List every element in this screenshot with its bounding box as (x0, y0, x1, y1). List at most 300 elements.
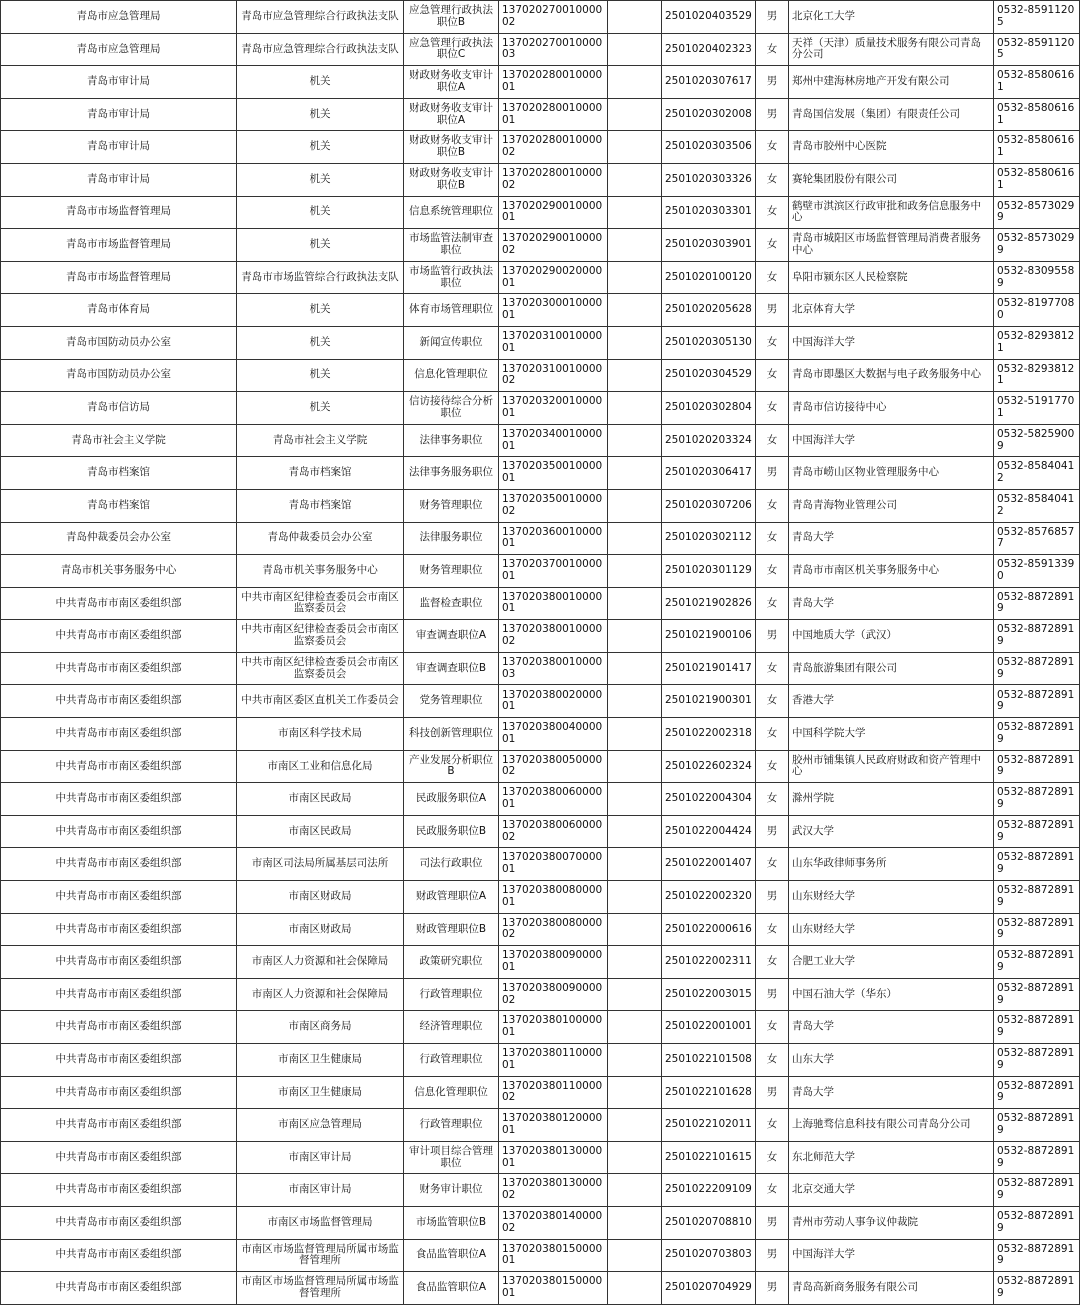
exam-number-cell: 2501020703803 (662, 1239, 756, 1272)
department-cell: 中共青岛市市南区委组织部 (1, 1109, 237, 1142)
workplace-cell: 天祥（天津）质量技术服务有限公司青岛分公司 (789, 33, 994, 66)
department-cell: 青岛市审计局 (1, 66, 237, 99)
gender-cell: 女 (756, 1174, 789, 1207)
position-code-cell: 13702038007000001 (499, 848, 608, 881)
blank-cell (608, 98, 662, 131)
position-cell: 行政管理职位 (404, 1044, 499, 1077)
unit-cell: 机关 (237, 131, 404, 164)
exam-number-cell: 2501020403529 (662, 1, 756, 34)
blank-cell (608, 815, 662, 848)
position-code-cell: 13702038011000002 (499, 1076, 608, 1109)
unit-cell: 市南区市场监督管理局所属市场监督管理所 (237, 1272, 404, 1305)
position-code-cell: 13702038013000002 (499, 1174, 608, 1207)
position-code-cell: 13702032001000001 (499, 392, 608, 425)
position-code-cell: 13702038008000001 (499, 881, 608, 914)
department-cell: 中共青岛市市南区委组织部 (1, 815, 237, 848)
position-cell: 市场监管行政执法职位 (404, 261, 499, 294)
phone-cell: 0532-88728919 (994, 1239, 1080, 1272)
position-cell: 食品监管职位A (404, 1272, 499, 1305)
position-code-cell: 13702029001000002 (499, 229, 608, 262)
exam-number-cell: 2501021901417 (662, 652, 756, 685)
exam-number-cell: 2501022004424 (662, 815, 756, 848)
position-cell: 党务管理职位 (404, 685, 499, 718)
position-code-cell: 13702038002000001 (499, 685, 608, 718)
gender-cell: 女 (756, 848, 789, 881)
position-cell: 民政服务职位B (404, 815, 499, 848)
gender-cell: 男 (756, 881, 789, 914)
workplace-cell: 郑州中建海林房地产开发有限公司 (789, 66, 994, 99)
unit-cell: 市南区应急管理局 (237, 1109, 404, 1142)
unit-cell: 市南区民政局 (237, 783, 404, 816)
department-cell: 中共青岛市市南区委组织部 (1, 1239, 237, 1272)
unit-cell: 机关 (237, 66, 404, 99)
position-cell: 新闻宣传职位 (404, 326, 499, 359)
blank-cell (608, 1141, 662, 1174)
blank-cell (608, 685, 662, 718)
blank-cell (608, 946, 662, 979)
phone-cell: 0532-88728919 (994, 946, 1080, 979)
table-row (1, 1011, 1080, 1044)
workplace-cell: 中国科学院大学 (789, 718, 994, 751)
gender-cell: 男 (756, 1206, 789, 1239)
table-row (1, 66, 1080, 99)
exam-number-cell: 2501022602324 (662, 750, 756, 783)
phone-cell: 0532-88728919 (994, 652, 1080, 685)
phone-cell: 0532-82938121 (994, 326, 1080, 359)
workplace-cell: 青岛青海物业管理公司 (789, 489, 994, 522)
exam-number-cell: 2501020303301 (662, 196, 756, 229)
position-cell: 财政管理职位A (404, 881, 499, 914)
unit-cell: 青岛市社会主义学院 (237, 424, 404, 457)
blank-cell (608, 718, 662, 751)
gender-cell: 男 (756, 98, 789, 131)
workplace-cell: 山东财经大学 (789, 913, 994, 946)
blank-cell (608, 881, 662, 914)
phone-cell: 0532-88728919 (994, 848, 1080, 881)
blank-cell (608, 587, 662, 620)
unit-cell: 市南区卫生健康局 (237, 1044, 404, 1077)
blank-cell (608, 1239, 662, 1272)
phone-cell: 0532-88728919 (994, 750, 1080, 783)
gender-cell: 女 (756, 1141, 789, 1174)
workplace-cell: 青岛国信发展（集团）有限责任公司 (789, 98, 994, 131)
department-cell: 中共青岛市市南区委组织部 (1, 620, 237, 653)
phone-cell: 0532-88728919 (994, 685, 1080, 718)
gender-cell: 女 (756, 1109, 789, 1142)
department-cell: 中共青岛市市南区委组织部 (1, 1174, 237, 1207)
gender-cell: 男 (756, 620, 789, 653)
phone-cell: 0532-85911205 (994, 1, 1080, 34)
workplace-cell: 青岛市崂山区物业管理服务中心 (789, 457, 994, 490)
phone-cell: 0532-88728919 (994, 1109, 1080, 1142)
table-row (1, 1109, 1080, 1142)
table-row (1, 620, 1080, 653)
workplace-cell: 阜阳市颍东区人民检察院 (789, 261, 994, 294)
unit-cell: 机关 (237, 294, 404, 327)
gender-cell: 男 (756, 1272, 789, 1305)
workplace-cell: 中国海洋大学 (789, 326, 994, 359)
table-row (1, 131, 1080, 164)
exam-number-cell: 2501022101628 (662, 1076, 756, 1109)
blank-cell (608, 1, 662, 34)
exam-number-cell: 2501022004304 (662, 783, 756, 816)
workplace-cell: 青岛大学 (789, 1011, 994, 1044)
workplace-cell: 中国石油大学（华东） (789, 978, 994, 1011)
blank-cell (608, 1174, 662, 1207)
table-row (1, 163, 1080, 196)
unit-cell: 机关 (237, 196, 404, 229)
table-row (1, 978, 1080, 1011)
position-cell: 审查调查职位B (404, 652, 499, 685)
phone-cell: 0532-88728919 (994, 1076, 1080, 1109)
table-row (1, 1076, 1080, 1109)
department-cell: 青岛市信访局 (1, 392, 237, 425)
position-code-cell: 13702031001000002 (499, 359, 608, 392)
position-cell: 应急管理行政执法职位C (404, 33, 499, 66)
table-row (1, 1239, 1080, 1272)
unit-cell: 机关 (237, 326, 404, 359)
position-code-cell: 13702028001000002 (499, 163, 608, 196)
unit-cell: 市南区工业和信息化局 (237, 750, 404, 783)
phone-cell: 0532-85730299 (994, 229, 1080, 262)
unit-cell: 市南区审计局 (237, 1141, 404, 1174)
unit-cell: 市南区科学技术局 (237, 718, 404, 751)
position-code-cell: 13702030001000001 (499, 294, 608, 327)
workplace-cell: 武汉大学 (789, 815, 994, 848)
workplace-cell: 青岛高新商务服务有限公司 (789, 1272, 994, 1305)
unit-cell: 市南区财政局 (237, 913, 404, 946)
phone-cell: 0532-88728919 (994, 620, 1080, 653)
workplace-cell: 青岛市市南区机关事务服务中心 (789, 555, 994, 588)
department-cell: 青岛市应急管理局 (1, 33, 237, 66)
table-row (1, 783, 1080, 816)
blank-cell (608, 261, 662, 294)
gender-cell: 女 (756, 685, 789, 718)
department-cell: 中共青岛市市南区委组织部 (1, 848, 237, 881)
position-code-cell: 13702037001000001 (499, 555, 608, 588)
exam-number-cell: 2501020302804 (662, 392, 756, 425)
department-cell: 中共青岛市市南区委组织部 (1, 881, 237, 914)
department-cell: 中共青岛市市南区委组织部 (1, 1076, 237, 1109)
exam-number-cell: 2501021900106 (662, 620, 756, 653)
table-row (1, 1, 1080, 34)
exam-number-cell: 2501020301129 (662, 555, 756, 588)
position-code-cell: 13702038011000001 (499, 1044, 608, 1077)
exam-number-cell: 2501020203324 (662, 424, 756, 457)
phone-cell: 0532-88728919 (994, 718, 1080, 751)
gender-cell: 女 (756, 587, 789, 620)
phone-cell: 0532-85840412 (994, 489, 1080, 522)
position-cell: 应急管理行政执法职位B (404, 1, 499, 34)
department-cell: 青岛市审计局 (1, 98, 237, 131)
unit-cell: 机关 (237, 163, 404, 196)
position-code-cell: 13702038010000001 (499, 1011, 608, 1044)
department-cell: 青岛仲裁委员会办公室 (1, 522, 237, 555)
gender-cell: 女 (756, 718, 789, 751)
phone-cell: 0532-85840412 (994, 457, 1080, 490)
blank-cell (608, 66, 662, 99)
position-cell: 法律事务职位 (404, 424, 499, 457)
gender-cell: 女 (756, 392, 789, 425)
blank-cell (608, 522, 662, 555)
position-cell: 体育市场管理职位 (404, 294, 499, 327)
unit-cell: 机关 (237, 229, 404, 262)
unit-cell: 市南区人力资源和社会保障局 (237, 946, 404, 979)
table-row (1, 359, 1080, 392)
phone-cell: 0532-58259009 (994, 424, 1080, 457)
exam-number-cell: 2501020303506 (662, 131, 756, 164)
gender-cell: 女 (756, 489, 789, 522)
exam-number-cell: 2501020402323 (662, 33, 756, 66)
position-cell: 财务审计职位 (404, 1174, 499, 1207)
phone-cell: 0532-88728919 (994, 783, 1080, 816)
position-code-cell: 13702038008000002 (499, 913, 608, 946)
table-row (1, 1206, 1080, 1239)
blank-cell (608, 1206, 662, 1239)
gender-cell: 男 (756, 294, 789, 327)
blank-cell (608, 848, 662, 881)
exam-number-cell: 2501022001407 (662, 848, 756, 881)
workplace-cell: 青岛市胶州中心医院 (789, 131, 994, 164)
table-row (1, 685, 1080, 718)
table-row (1, 815, 1080, 848)
phone-cell: 0532-82938121 (994, 359, 1080, 392)
position-code-cell: 13702035001000001 (499, 457, 608, 490)
table-row (1, 392, 1080, 425)
workplace-cell: 赛轮集团股份有限公司 (789, 163, 994, 196)
phone-cell: 0532-88728919 (994, 1141, 1080, 1174)
gender-cell: 女 (756, 1044, 789, 1077)
workplace-cell: 合肥工业大学 (789, 946, 994, 979)
position-cell: 信息化管理职位 (404, 359, 499, 392)
department-cell: 青岛市机关事务服务中心 (1, 555, 237, 588)
blank-cell (608, 131, 662, 164)
blank-cell (608, 33, 662, 66)
exam-number-cell: 2501020708810 (662, 1206, 756, 1239)
position-cell: 监督检查职位 (404, 587, 499, 620)
workplace-cell: 山东财经大学 (789, 881, 994, 914)
table-row (1, 98, 1080, 131)
unit-cell: 市南区卫生健康局 (237, 1076, 404, 1109)
gender-cell: 女 (756, 946, 789, 979)
unit-cell: 市南区民政局 (237, 815, 404, 848)
workplace-cell: 滁州学院 (789, 783, 994, 816)
department-cell: 中共青岛市市南区委组织部 (1, 1044, 237, 1077)
exam-number-cell: 2501022000616 (662, 913, 756, 946)
department-cell: 中共青岛市市南区委组织部 (1, 978, 237, 1011)
position-cell: 食品监管职位A (404, 1239, 499, 1272)
department-cell: 中共青岛市市南区委组织部 (1, 913, 237, 946)
position-cell: 市场监管职位B (404, 1206, 499, 1239)
position-code-cell: 13702038001000001 (499, 587, 608, 620)
workplace-cell: 山东华政律师事务所 (789, 848, 994, 881)
phone-cell: 0532-88728919 (994, 1272, 1080, 1305)
table-body (1, 1, 1080, 1305)
workplace-cell: 中国海洋大学 (789, 1239, 994, 1272)
table-row (1, 261, 1080, 294)
position-code-cell: 13702038015000001 (499, 1239, 608, 1272)
workplace-cell: 青岛旅游集团有限公司 (789, 652, 994, 685)
phone-cell: 0532-83095589 (994, 261, 1080, 294)
table-row (1, 1272, 1080, 1305)
position-cell: 市场监管法制审查职位 (404, 229, 499, 262)
table-row (1, 913, 1080, 946)
position-cell: 财务管理职位 (404, 555, 499, 588)
blank-cell (608, 359, 662, 392)
phone-cell: 0532-85911205 (994, 33, 1080, 66)
department-cell: 青岛市档案馆 (1, 489, 237, 522)
blank-cell (608, 913, 662, 946)
department-cell: 中共青岛市市南区委组织部 (1, 750, 237, 783)
department-cell: 青岛市市场监督管理局 (1, 261, 237, 294)
workplace-cell: 青州市劳动人事争议仲裁院 (789, 1206, 994, 1239)
exam-number-cell: 2501021900301 (662, 685, 756, 718)
gender-cell: 女 (756, 131, 789, 164)
position-cell: 财政财务收支审计职位A (404, 66, 499, 99)
table-row (1, 750, 1080, 783)
department-cell: 中共青岛市市南区委组织部 (1, 1206, 237, 1239)
position-cell: 信息系统管理职位 (404, 196, 499, 229)
position-cell: 财政财务收支审计职位A (404, 98, 499, 131)
unit-cell: 机关 (237, 359, 404, 392)
exam-number-cell: 2501022003015 (662, 978, 756, 1011)
blank-cell (608, 978, 662, 1011)
table-row (1, 1174, 1080, 1207)
gender-cell: 男 (756, 457, 789, 490)
exam-number-cell: 2501020307617 (662, 66, 756, 99)
phone-cell: 0532-85806161 (994, 131, 1080, 164)
unit-cell: 青岛市档案馆 (237, 457, 404, 490)
exam-number-cell: 2501022101615 (662, 1141, 756, 1174)
blank-cell (608, 489, 662, 522)
gender-cell: 女 (756, 163, 789, 196)
table-row (1, 587, 1080, 620)
table-row (1, 196, 1080, 229)
unit-cell: 中共市南区纪律检查委员会市南区监察委员会 (237, 620, 404, 653)
unit-cell: 青岛市市场监管综合行政执法支队 (237, 261, 404, 294)
workplace-cell: 中国海洋大学 (789, 424, 994, 457)
unit-cell: 中共市南区纪律检查委员会市南区监察委员会 (237, 652, 404, 685)
position-cell: 财务管理职位 (404, 489, 499, 522)
position-cell: 法律服务职位 (404, 522, 499, 555)
phone-cell: 0532-85806161 (994, 98, 1080, 131)
department-cell: 青岛市市场监督管理局 (1, 229, 237, 262)
phone-cell: 0532-88728919 (994, 881, 1080, 914)
workplace-cell: 东北师范大学 (789, 1141, 994, 1174)
position-code-cell: 13702027001000002 (499, 1, 608, 34)
blank-cell (608, 1272, 662, 1305)
phone-cell: 0532-88728919 (994, 913, 1080, 946)
phone-cell: 0532-88728919 (994, 978, 1080, 1011)
department-cell: 青岛市社会主义学院 (1, 424, 237, 457)
exam-number-cell: 2501020305130 (662, 326, 756, 359)
phone-cell: 0532-85913390 (994, 555, 1080, 588)
gender-cell: 男 (756, 1, 789, 34)
position-code-cell: 13702038004000001 (499, 718, 608, 751)
unit-cell: 青岛市应急管理综合行政执法支队 (237, 33, 404, 66)
workplace-cell: 鹤壁市淇滨区行政审批和政务信息服务中心 (789, 196, 994, 229)
table-row (1, 946, 1080, 979)
blank-cell (608, 326, 662, 359)
unit-cell: 机关 (237, 392, 404, 425)
position-cell: 产业发展分析职位B (404, 750, 499, 783)
exam-number-cell: 2501022101508 (662, 1044, 756, 1077)
position-cell: 行政管理职位 (404, 978, 499, 1011)
table-row (1, 881, 1080, 914)
gender-cell: 男 (756, 1076, 789, 1109)
department-cell: 中共青岛市市南区委组织部 (1, 1272, 237, 1305)
department-cell: 中共青岛市市南区委组织部 (1, 718, 237, 751)
exam-number-cell: 2501020302008 (662, 98, 756, 131)
department-cell: 中共青岛市市南区委组织部 (1, 652, 237, 685)
position-cell: 经济管理职位 (404, 1011, 499, 1044)
blank-cell (608, 783, 662, 816)
blank-cell (608, 457, 662, 490)
position-code-cell: 13702028001000002 (499, 131, 608, 164)
workplace-cell: 青岛市城阳区市场监督管理局消费者服务中心 (789, 229, 994, 262)
department-cell: 青岛市国防动员办公室 (1, 326, 237, 359)
exam-number-cell: 2501022002311 (662, 946, 756, 979)
table-row (1, 33, 1080, 66)
position-code-cell: 13702038015000001 (499, 1272, 608, 1305)
table-row (1, 555, 1080, 588)
position-cell: 审计项目综合管理职位 (404, 1141, 499, 1174)
position-cell: 行政管理职位 (404, 1109, 499, 1142)
gender-cell: 男 (756, 815, 789, 848)
department-cell: 中共青岛市市南区委组织部 (1, 587, 237, 620)
exam-number-cell: 2501022002318 (662, 718, 756, 751)
blank-cell (608, 424, 662, 457)
workplace-cell: 青岛大学 (789, 587, 994, 620)
gender-cell: 女 (756, 750, 789, 783)
blank-cell (608, 163, 662, 196)
position-cell: 信访接待综合分析职位 (404, 392, 499, 425)
position-code-cell: 13702036001000001 (499, 522, 608, 555)
position-code-cell: 13702038009000001 (499, 946, 608, 979)
position-code-cell: 13702038001000003 (499, 652, 608, 685)
table-row (1, 326, 1080, 359)
gender-cell: 女 (756, 261, 789, 294)
gender-cell: 女 (756, 1011, 789, 1044)
table-row (1, 718, 1080, 751)
workplace-cell: 青岛大学 (789, 522, 994, 555)
department-cell: 中共青岛市市南区委组织部 (1, 783, 237, 816)
position-code-cell: 13702035001000002 (499, 489, 608, 522)
position-cell: 财政管理职位B (404, 913, 499, 946)
table-row (1, 1044, 1080, 1077)
phone-cell: 0532-85730299 (994, 196, 1080, 229)
phone-cell: 0532-81977080 (994, 294, 1080, 327)
department-cell: 青岛市体育局 (1, 294, 237, 327)
gender-cell: 女 (756, 652, 789, 685)
exam-number-cell: 2501020303901 (662, 229, 756, 262)
position-code-cell: 13702028001000001 (499, 66, 608, 99)
position-code-cell: 13702027001000003 (499, 33, 608, 66)
position-cell: 科技创新管理职位 (404, 718, 499, 751)
unit-cell: 市南区市场监督管理局所属市场监督管理所 (237, 1239, 404, 1272)
position-cell: 法律事务服务职位 (404, 457, 499, 490)
workplace-cell: 青岛市即墨区大数据与电子政务服务中心 (789, 359, 994, 392)
exam-number-cell: 2501020302112 (662, 522, 756, 555)
unit-cell: 市南区商务局 (237, 1011, 404, 1044)
blank-cell (608, 229, 662, 262)
position-cell: 财政财务收支审计职位B (404, 131, 499, 164)
phone-cell: 0532-88728919 (994, 815, 1080, 848)
phone-cell: 0532-88728919 (994, 1174, 1080, 1207)
phone-cell: 0532-88728919 (994, 1044, 1080, 1077)
table-row (1, 457, 1080, 490)
table-row (1, 424, 1080, 457)
